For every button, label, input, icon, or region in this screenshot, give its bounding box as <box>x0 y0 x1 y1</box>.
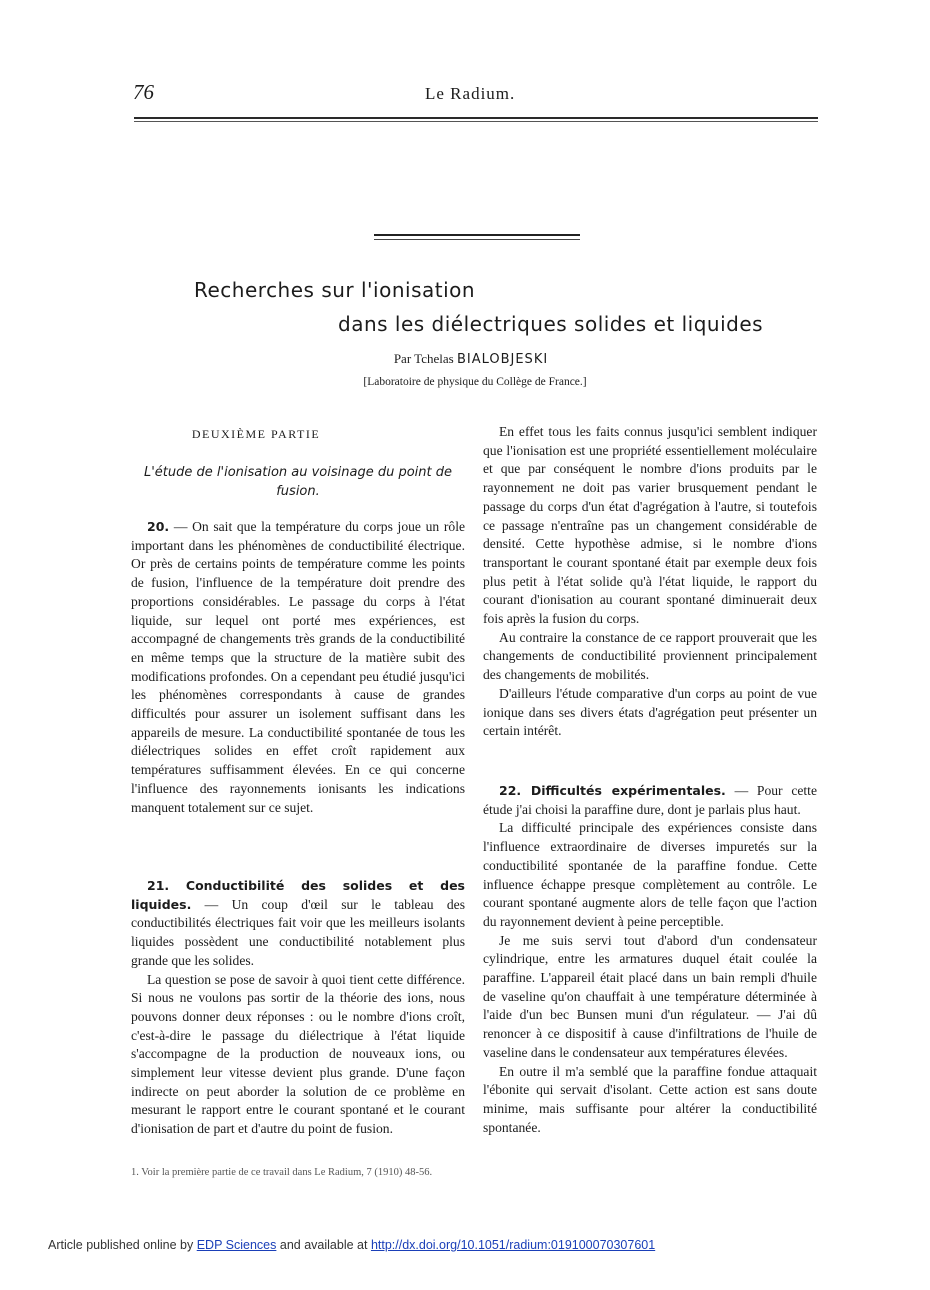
header-rule-thin <box>134 121 818 122</box>
section-22-heading: 22. Difficultés expérimentales. <box>499 783 726 798</box>
doi-link[interactable]: http://dx.doi.org/10.1051/radium:019100070307601 <box>370 1238 656 1252</box>
section-21-text: — Un coup d'œil sur le tableau des conductibilités électriques fait voir que les meilleurs isolants liquides possèdent une conductibilité notablement plus grande que les solides. <box>131 896 465 968</box>
section-22 <box>483 782 817 1137</box>
section-20-paragraph <box>131 518 465 817</box>
byline-prefix: Par Tchelas <box>393 351 454 366</box>
paragraph: En effet tous les faits connus jusqu'ici semblent indiquer que l'ionisation est une propriété essentiellement moléculaire et que par conséquent le nombre d'ions produits par le rayonnement ne doit pas varier brusquement pendant le passage du corps d'un état d'agrégation à l'autre, si toutefois ce passage n'entraîne pas un changement considérable de densité. Cette hypothèse admise, si le nombre d'ions transportant le courant spontané était par exemple deux fois plus petit à l'état solide qu'à l'état liquide, le rapport du courant d'ionisation au courant spontané diminuerait deux fois après la fusion du corps. <box>483 424 817 627</box>
footer-text-b: and available at <box>279 1238 368 1252</box>
section-21 <box>131 877 465 1139</box>
paragraph: En outre il m'a semblé que la paraffine fondue attaquait l'ébonite qui servait d'isolant. Cette action est sans doute minime, mais suffisante pour altérer la conductibilité spontanée. <box>483 1063 817 1135</box>
article-title-line2: dans les diélectriques solides et liquides <box>338 312 764 336</box>
right-intro <box>483 423 817 741</box>
author-name: BIALOBJESKI <box>456 352 549 367</box>
publication-footer <box>48 1238 655 1252</box>
section-20-text: — On sait que la température du corps joue un rôle important dans les phénomènes de conductibilité électrique. Or près de certains points de température comme les points de fusion, l'influence de la température doit prendre des proportions considérables. Le passage du corps à l'état liquide, sur lequel ont porté mes expériences, est accompagné de changements très grands de la conductibilité en même temps que la structure de la matière subit des modifications profondes. On a cependant peu étudié jusqu'ici les phénomènes correspondants à cause de grandes difficultés pour assurer un isolement suffisant dans les appareils de mesure. La conductibilité spontanée de tous les diélectriques solides en effet croît rapidement aux températures suffisamment élevées. En ce qui concerne l'influence des rayonnements ionisants les indications manquent totalement sur ce sujet. <box>131 519 465 815</box>
section-21-heading: 21. Conductibilité des solides et des liquides. <box>131 878 465 912</box>
section-21-paragraph <box>131 877 465 971</box>
section-20-number: 20. <box>147 519 170 534</box>
title-ornament-rule <box>374 234 580 236</box>
paragraph: Je me suis servi tout d'abord d'un condensateur cylindrique, entre les armatures duquel était coulée la paraffine. L'appareil était placé dans un bain rempli d'huile de vaseline qu'on chauffait à une température déterminée à l'aide d'un bec Bunsen muni d'un régulateur. — J'ai dû renoncer à ce dispositif à cause d'infiltrations de l'huile de vaseline dans le condensateur aux températures élevées. <box>483 932 817 1060</box>
title-ornament-rule-thin <box>374 239 580 240</box>
article-title-line1: Recherches sur l'ionisation <box>194 278 476 302</box>
byline <box>0 351 930 367</box>
section-22-text: — Pour cette étude j'ai choisi la paraffine dure, dont je parlais plus haut. <box>483 783 817 817</box>
part-subtitle: L'étude de l'ionisation au voisinage du point de fusion. <box>143 465 453 499</box>
paragraph: D'ailleurs l'étude comparative d'un corps au point de vue ionique dans ses divers états d'agrégation peut présenter un certain intérêt. <box>483 685 817 739</box>
footer-text-a: Article published online by <box>48 1238 194 1252</box>
part-label: DEUXIÈME PARTIE <box>191 427 321 441</box>
header-rule <box>134 117 818 119</box>
paragraph: La difficulté principale des expériences consiste dans l'influence extraordinaire de diverses impuretés sur la conductibilité spontanée de la paraffine fondue. Cette influence échappe presque complètement au contrôle. Le courant spontané augmente alors de telle façon que l'action du rayonnement devient à peine perceptible. <box>483 820 817 929</box>
affiliation: [Laboratoire de physique du Collège de France.] <box>363 376 587 388</box>
footnote: 1. Voir la première partie de ce travail dans Le Radium, 7 (1910) 48-56. <box>131 1167 433 1178</box>
section-22-paragraph <box>483 782 817 819</box>
journal-title: Le Radium. <box>425 84 516 103</box>
page-number: 76 <box>133 80 154 104</box>
edp-sciences-link[interactable]: EDP Sciences <box>196 1238 277 1252</box>
paragraph: Au contraire la constance de ce rapport prouverait que les changements de conductibilité proviennent principalement des changements de mobilités. <box>483 629 817 683</box>
section-20 <box>131 518 465 817</box>
section-21-paragraph-2: La question se pose de savoir à quoi tient cette différence. Si nous ne voulons pas sortir de la théorie des ions, nous pouvons donner deux réponses : ou le nombre d'ions croît, c'est-à-dire le passage du diélectrique à l'état liquide s'accompagne de la production de nouveaux ions, ou simplement leur vitesse devient plus grande. D'une façon indirecte on peut aborder la solution de ce problème en mesurant le rapport entre le courant spontané et le courant d'ionisation de part et d'autre du point de fusion. <box>131 971 465 1137</box>
